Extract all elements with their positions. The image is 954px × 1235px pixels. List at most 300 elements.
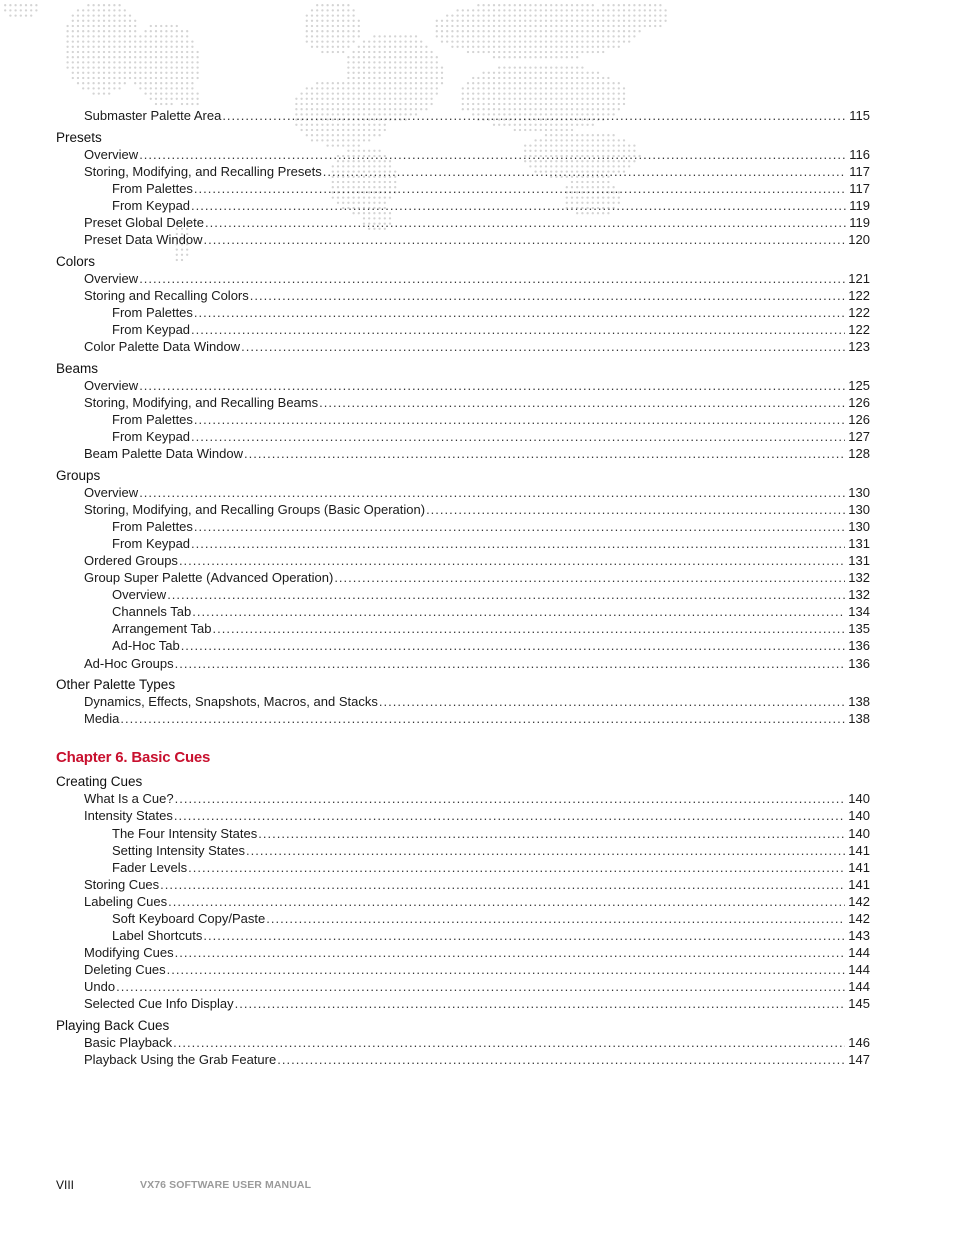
toc-entry[interactable] bbox=[56, 944, 870, 961]
map-dot bbox=[425, 77, 427, 79]
map-dot bbox=[160, 103, 162, 105]
map-dot bbox=[66, 30, 68, 32]
map-dot bbox=[534, 66, 536, 68]
map-dot bbox=[306, 92, 308, 94]
toc-entry-title: Channels Tab bbox=[112, 604, 192, 620]
dot-leader bbox=[244, 445, 845, 462]
map-dot bbox=[165, 40, 167, 42]
map-dot bbox=[477, 30, 479, 32]
map-dot bbox=[124, 30, 126, 32]
map-dot bbox=[363, 46, 365, 48]
map-dot bbox=[467, 30, 469, 32]
map-dot bbox=[316, 46, 318, 48]
map-dot bbox=[514, 9, 516, 11]
map-dot bbox=[545, 51, 547, 53]
toc-entry[interactable] bbox=[56, 231, 870, 248]
map-dot bbox=[545, 30, 547, 32]
map-dot bbox=[482, 51, 484, 53]
map-dot bbox=[181, 77, 183, 79]
map-dot bbox=[363, 51, 365, 53]
map-dot bbox=[337, 40, 339, 42]
map-dot bbox=[415, 66, 417, 68]
map-dot bbox=[482, 20, 484, 22]
map-dot bbox=[566, 87, 568, 89]
map-dot bbox=[607, 92, 609, 94]
dot-leader bbox=[188, 859, 845, 876]
map-dot bbox=[602, 25, 604, 27]
map-dot bbox=[342, 4, 344, 6]
toc-entry-title: Overview bbox=[84, 377, 139, 393]
map-dot bbox=[389, 56, 391, 58]
map-dot bbox=[155, 98, 157, 100]
map-dot bbox=[368, 61, 370, 63]
toc-entry[interactable] bbox=[56, 411, 870, 428]
toc-entry-page: 141 bbox=[848, 876, 870, 892]
map-dot bbox=[139, 87, 141, 89]
map-dot bbox=[103, 40, 105, 42]
map-dot bbox=[139, 66, 141, 68]
toc-entry[interactable] bbox=[56, 518, 870, 535]
map-dot bbox=[316, 103, 318, 105]
map-dot bbox=[92, 4, 94, 6]
map-dot bbox=[467, 51, 469, 53]
map-dot bbox=[134, 51, 136, 53]
map-dot bbox=[82, 87, 84, 89]
map-dot bbox=[186, 92, 188, 94]
map-dot bbox=[607, 25, 609, 27]
map-dot bbox=[389, 35, 391, 37]
map-dot bbox=[540, 77, 542, 79]
map-dot bbox=[129, 14, 131, 16]
chapter-block bbox=[56, 749, 870, 767]
toc-entry[interactable] bbox=[56, 377, 870, 394]
map-dot bbox=[420, 61, 422, 63]
map-dot bbox=[77, 40, 79, 42]
map-dot bbox=[571, 51, 573, 53]
toc-entry[interactable] bbox=[56, 586, 870, 603]
map-dot bbox=[404, 35, 406, 37]
map-dot bbox=[436, 66, 438, 68]
map-dot bbox=[404, 98, 406, 100]
toc-entry[interactable] bbox=[56, 501, 870, 518]
map-dot bbox=[373, 98, 375, 100]
map-dot bbox=[358, 30, 360, 32]
map-dot bbox=[576, 20, 578, 22]
toc-entry[interactable] bbox=[56, 961, 870, 978]
map-dot bbox=[612, 4, 614, 6]
map-dot bbox=[103, 30, 105, 32]
map-dot bbox=[571, 87, 573, 89]
map-dot bbox=[378, 82, 380, 84]
dot-leader bbox=[175, 790, 846, 807]
map-dot bbox=[550, 4, 552, 6]
map-dot bbox=[576, 51, 578, 53]
map-dot bbox=[472, 77, 474, 79]
toc-entry[interactable] bbox=[56, 859, 870, 876]
toc-entry[interactable] bbox=[56, 807, 870, 824]
map-dot bbox=[581, 4, 583, 6]
map-dot bbox=[477, 98, 479, 100]
map-dot bbox=[170, 72, 172, 74]
map-dot bbox=[155, 61, 157, 63]
map-dot bbox=[451, 35, 453, 37]
map-dot bbox=[311, 46, 313, 48]
map-dot bbox=[368, 87, 370, 89]
map-dot bbox=[118, 9, 120, 11]
map-dot bbox=[571, 4, 573, 6]
toc-entry[interactable] bbox=[56, 710, 870, 727]
map-dot bbox=[347, 103, 349, 105]
toc-entry[interactable] bbox=[56, 995, 870, 1012]
map-dot bbox=[311, 40, 313, 42]
map-dot bbox=[82, 35, 84, 37]
toc-entry[interactable] bbox=[56, 825, 870, 842]
map-dot bbox=[176, 56, 178, 58]
map-dot bbox=[155, 56, 157, 58]
map-dot bbox=[493, 98, 495, 100]
toc-entry[interactable] bbox=[56, 790, 870, 807]
toc-entry-page: 117 bbox=[849, 163, 870, 179]
map-dot bbox=[566, 4, 568, 6]
toc-entry[interactable] bbox=[56, 321, 870, 338]
map-dot bbox=[566, 14, 568, 16]
map-dot bbox=[550, 25, 552, 27]
map-dot bbox=[139, 40, 141, 42]
map-dot bbox=[170, 30, 172, 32]
toc-entry[interactable] bbox=[56, 1034, 870, 1051]
map-dot bbox=[404, 77, 406, 79]
map-dot bbox=[144, 72, 146, 74]
map-dot bbox=[321, 87, 323, 89]
map-dot bbox=[150, 87, 152, 89]
map-dot bbox=[550, 20, 552, 22]
map-dot bbox=[410, 87, 412, 89]
map-dot bbox=[186, 30, 188, 32]
toc-entry[interactable] bbox=[56, 655, 870, 672]
map-dot bbox=[82, 9, 84, 11]
map-dot bbox=[332, 25, 334, 27]
map-dot bbox=[92, 61, 94, 63]
toc-entry[interactable] bbox=[56, 603, 870, 620]
map-dot bbox=[394, 66, 396, 68]
map-dot bbox=[92, 40, 94, 42]
map-dot bbox=[649, 20, 651, 22]
map-dot bbox=[358, 66, 360, 68]
map-dot bbox=[373, 46, 375, 48]
map-dot bbox=[347, 56, 349, 58]
map-dot bbox=[430, 77, 432, 79]
toc-entry[interactable] bbox=[56, 287, 870, 304]
toc-entry-title: From Keypad bbox=[112, 197, 191, 213]
map-dot bbox=[420, 46, 422, 48]
map-dot bbox=[618, 35, 620, 37]
toc-entry-page: 136 bbox=[848, 655, 870, 671]
dot-leader bbox=[167, 586, 845, 603]
map-dot bbox=[659, 14, 661, 16]
map-dot bbox=[347, 30, 349, 32]
toc-entry[interactable] bbox=[56, 180, 870, 197]
map-dot bbox=[519, 20, 521, 22]
map-dot bbox=[514, 30, 516, 32]
map-dot bbox=[508, 14, 510, 16]
map-dot bbox=[337, 9, 339, 11]
map-dot bbox=[404, 82, 406, 84]
toc-entry[interactable] bbox=[56, 445, 870, 462]
map-dot bbox=[550, 82, 552, 84]
toc-entry[interactable] bbox=[56, 107, 870, 124]
map-dot bbox=[623, 30, 625, 32]
toc-entry[interactable] bbox=[56, 304, 870, 321]
map-dot bbox=[618, 20, 620, 22]
toc-entry[interactable] bbox=[56, 910, 870, 927]
map-dot bbox=[618, 98, 620, 100]
map-dot bbox=[430, 82, 432, 84]
map-dot bbox=[165, 25, 167, 27]
map-dot bbox=[586, 46, 588, 48]
map-dot bbox=[124, 9, 126, 11]
dot-leader bbox=[139, 270, 845, 287]
map-dot bbox=[300, 103, 302, 105]
map-dot bbox=[482, 98, 484, 100]
map-dot bbox=[124, 51, 126, 53]
map-dot bbox=[488, 30, 490, 32]
map-dot bbox=[633, 4, 635, 6]
map-dot bbox=[586, 9, 588, 11]
map-dot bbox=[332, 51, 334, 53]
map-dot bbox=[597, 103, 599, 105]
toc-entry-title: Soft Keyboard Copy/Paste bbox=[112, 910, 266, 926]
map-dot bbox=[514, 56, 516, 58]
map-dot bbox=[358, 25, 360, 27]
map-dot bbox=[524, 56, 526, 58]
toc-entry-title: Arrangement Tab bbox=[112, 621, 212, 637]
toc-entry[interactable] bbox=[56, 535, 870, 552]
map-dot bbox=[165, 82, 167, 84]
map-dot bbox=[612, 25, 614, 27]
map-dot bbox=[545, 46, 547, 48]
map-dot bbox=[384, 56, 386, 58]
toc-entry[interactable] bbox=[56, 394, 870, 411]
map-dot bbox=[321, 46, 323, 48]
map-dot bbox=[337, 35, 339, 37]
map-dot bbox=[92, 51, 94, 53]
map-dot bbox=[358, 51, 360, 53]
toc-entry[interactable] bbox=[56, 552, 870, 569]
toc-entry[interactable] bbox=[56, 569, 870, 586]
map-dot bbox=[571, 25, 573, 27]
map-dot bbox=[150, 25, 152, 27]
map-dot bbox=[165, 51, 167, 53]
map-dot bbox=[477, 20, 479, 22]
map-dot bbox=[155, 103, 157, 105]
map-dot bbox=[129, 61, 131, 63]
map-dot bbox=[316, 40, 318, 42]
map-dot bbox=[482, 35, 484, 37]
toc-entry[interactable] bbox=[56, 1051, 870, 1068]
map-dot bbox=[540, 66, 542, 68]
toc-entry[interactable] bbox=[56, 927, 870, 944]
toc-entry-page: 127 bbox=[848, 428, 870, 444]
map-dot bbox=[394, 82, 396, 84]
map-dot bbox=[581, 25, 583, 27]
map-dot bbox=[139, 35, 141, 37]
map-dot bbox=[534, 82, 536, 84]
toc-entry[interactable] bbox=[56, 620, 870, 637]
map-dot bbox=[540, 25, 542, 27]
map-dot bbox=[368, 98, 370, 100]
map-dot bbox=[30, 14, 32, 16]
map-dot bbox=[623, 4, 625, 6]
map-dot bbox=[519, 82, 521, 84]
map-dot bbox=[113, 30, 115, 32]
toc-entry[interactable] bbox=[56, 693, 870, 710]
map-dot bbox=[659, 4, 661, 6]
map-dot bbox=[384, 92, 386, 94]
map-dot bbox=[98, 82, 100, 84]
map-dot bbox=[129, 51, 131, 53]
toc-entry-title: Preset Global Delete bbox=[84, 214, 204, 230]
map-dot bbox=[368, 77, 370, 79]
map-dot bbox=[103, 9, 105, 11]
map-dot bbox=[165, 103, 167, 105]
map-dot bbox=[113, 9, 115, 11]
toc-entry[interactable] bbox=[56, 893, 870, 910]
map-dot bbox=[144, 46, 146, 48]
map-dot bbox=[472, 51, 474, 53]
map-dot bbox=[503, 40, 505, 42]
map-dot bbox=[389, 82, 391, 84]
toc-entry[interactable] bbox=[56, 428, 870, 445]
toc-entry[interactable] bbox=[56, 146, 870, 163]
map-dot bbox=[540, 98, 542, 100]
map-dot bbox=[430, 56, 432, 58]
map-dot bbox=[493, 40, 495, 42]
toc-entry-title: Basic Playback bbox=[84, 1035, 173, 1051]
map-dot bbox=[129, 40, 131, 42]
map-dot bbox=[363, 56, 365, 58]
dot-leader bbox=[160, 876, 845, 893]
map-dot bbox=[482, 30, 484, 32]
map-dot bbox=[545, 82, 547, 84]
map-dot bbox=[92, 9, 94, 11]
map-dot bbox=[103, 4, 105, 6]
toc-entry[interactable] bbox=[56, 163, 870, 180]
map-dot bbox=[529, 72, 531, 74]
map-dot bbox=[430, 51, 432, 53]
map-dot bbox=[519, 14, 521, 16]
map-dot bbox=[82, 66, 84, 68]
map-dot bbox=[420, 92, 422, 94]
map-dot bbox=[498, 9, 500, 11]
map-dot bbox=[529, 14, 531, 16]
toc-entry-page: 145 bbox=[848, 996, 870, 1012]
toc-entry[interactable] bbox=[56, 484, 870, 501]
map-dot bbox=[155, 46, 157, 48]
map-dot bbox=[170, 46, 172, 48]
map-dot bbox=[150, 82, 152, 84]
dot-leader bbox=[139, 484, 845, 501]
map-dot bbox=[581, 14, 583, 16]
map-dot bbox=[451, 30, 453, 32]
map-dot bbox=[98, 51, 100, 53]
map-dot bbox=[436, 61, 438, 63]
map-dot bbox=[633, 25, 635, 27]
map-dot bbox=[352, 25, 354, 27]
toc-entry[interactable] bbox=[56, 197, 870, 214]
map-dot bbox=[186, 40, 188, 42]
map-dot bbox=[326, 9, 328, 11]
map-dot bbox=[332, 4, 334, 6]
toc-entry[interactable] bbox=[56, 637, 870, 654]
map-dot bbox=[108, 92, 110, 94]
dot-leader bbox=[192, 603, 845, 620]
map-dot bbox=[160, 46, 162, 48]
map-dot bbox=[404, 87, 406, 89]
map-dot bbox=[311, 20, 313, 22]
map-dot bbox=[524, 14, 526, 16]
map-dot bbox=[368, 56, 370, 58]
map-dot bbox=[633, 14, 635, 16]
toc-entry[interactable] bbox=[56, 214, 870, 231]
toc-entry[interactable] bbox=[56, 978, 870, 995]
map-dot bbox=[108, 66, 110, 68]
toc-entry-page: 126 bbox=[848, 394, 870, 410]
map-dot bbox=[462, 9, 464, 11]
map-dot bbox=[529, 35, 531, 37]
map-dot bbox=[196, 77, 198, 79]
toc-entry[interactable] bbox=[56, 270, 870, 287]
map-dot bbox=[456, 9, 458, 11]
toc-entry-page: 116 bbox=[849, 146, 870, 162]
map-dot bbox=[186, 66, 188, 68]
map-dot bbox=[534, 103, 536, 105]
map-dot bbox=[191, 51, 193, 53]
map-dot bbox=[488, 77, 490, 79]
map-dot bbox=[150, 40, 152, 42]
map-dot bbox=[347, 20, 349, 22]
map-dot bbox=[306, 98, 308, 100]
map-dot bbox=[124, 25, 126, 27]
map-dot bbox=[597, 98, 599, 100]
map-dot bbox=[87, 51, 89, 53]
toc-entry[interactable] bbox=[56, 842, 870, 859]
map-dot bbox=[441, 30, 443, 32]
map-dot bbox=[311, 103, 313, 105]
map-dot bbox=[342, 98, 344, 100]
map-dot bbox=[576, 72, 578, 74]
map-dot bbox=[586, 72, 588, 74]
map-dot bbox=[415, 82, 417, 84]
toc-entry-page: 122 bbox=[848, 321, 870, 337]
map-dot bbox=[612, 103, 614, 105]
map-dot bbox=[607, 40, 609, 42]
map-dot bbox=[181, 30, 183, 32]
map-dot bbox=[404, 61, 406, 63]
map-dot bbox=[498, 98, 500, 100]
toc-entry[interactable] bbox=[56, 876, 870, 893]
map-dot bbox=[623, 14, 625, 16]
map-dot bbox=[373, 51, 375, 53]
toc-entry[interactable] bbox=[56, 338, 870, 355]
map-dot bbox=[446, 14, 448, 16]
map-dot bbox=[581, 82, 583, 84]
map-dot bbox=[576, 77, 578, 79]
map-dot bbox=[498, 51, 500, 53]
map-dot bbox=[560, 66, 562, 68]
map-dot bbox=[571, 92, 573, 94]
map-dot bbox=[623, 87, 625, 89]
map-dot bbox=[524, 77, 526, 79]
